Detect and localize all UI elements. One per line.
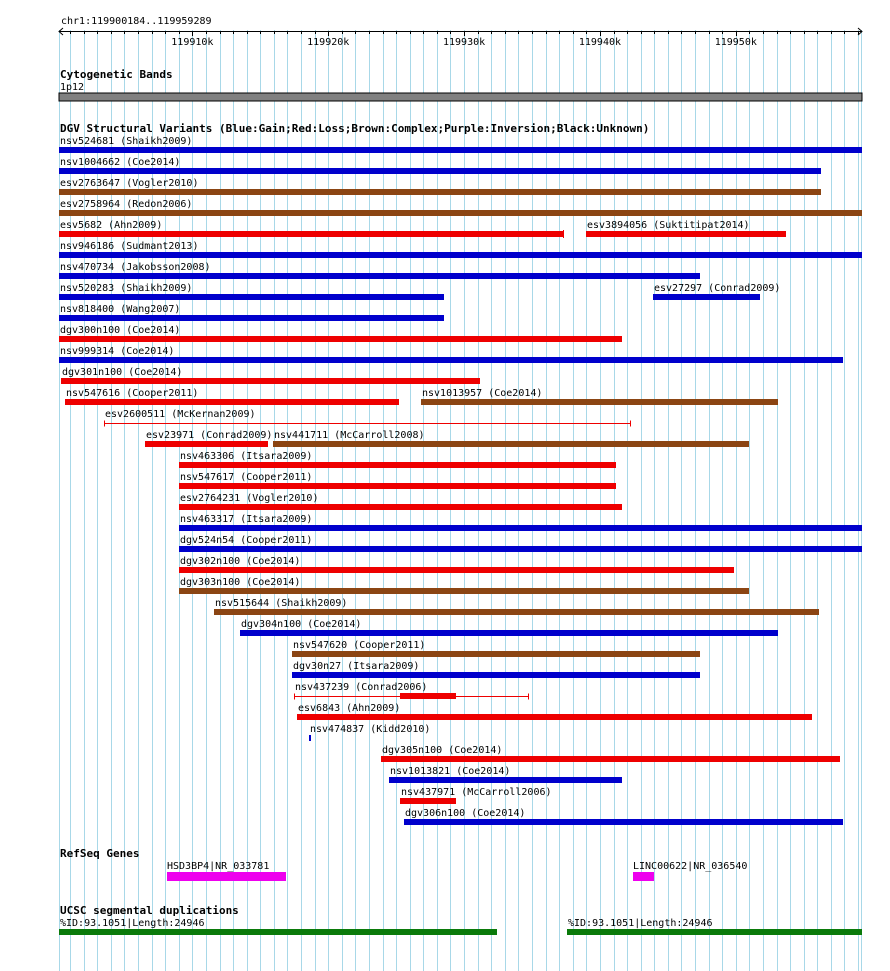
dgv-feature[interactable] [59,304,444,321]
dgv-feature-bar [59,210,862,216]
dgv-feature-label: esv6843 (Ahn2009) [298,703,401,714]
dgv-feature-bar [61,378,480,384]
dgv-feature[interactable] [104,409,631,427]
segdup-feature-label: %ID:93.1051|Length:24946 [568,918,713,929]
refseq-gene-bar [167,872,286,881]
segdup-feature-bar [567,929,862,935]
dgv-feature-label: esv2758964 (Redon2006) [60,199,193,210]
dgv-feature-bar [59,357,843,363]
dgv-feature-label: esv23971 (Conrad2009) [146,430,273,441]
dgv-feature-bar [586,231,786,237]
dgv-feature-label: nsv437971 (McCarroll2006) [401,787,552,798]
refseq-gene-label: HSD3BP4|NR_033781 [167,861,270,872]
dgv-feature-bar [59,147,862,153]
dgv-feature-bar [179,462,616,468]
dgv-feature[interactable] [179,451,616,468]
segdup-track-title: UCSC segmental duplications [60,904,239,917]
dgv-feature-label: esv2764231 (Vogler2010) [180,493,319,504]
dgv-feature-label: nsv1013821 (Coe2014) [390,766,511,777]
dgv-feature[interactable] [61,367,480,384]
ruler-tick-label: 119950k [714,37,757,48]
coordinate-label: chr1:119900184..119959289 [61,16,212,27]
dgv-feature[interactable] [240,619,778,636]
dgv-feature-label: dgv30n27 (Itsara2009) [293,661,420,672]
dgv-feature-label: nsv547620 (Cooper2011) [293,640,426,651]
refseq-gene[interactable] [633,861,747,881]
dgv-feature[interactable] [586,220,786,237]
dgv-feature[interactable] [214,598,819,615]
dgv-feature[interactable] [297,703,812,720]
dgv-feature-bar [292,651,700,657]
dgv-feature-label: nsv437239 (Conrad2006) [295,682,428,693]
dgv-feature-label: dgv524n54 (Cooper2011) [180,535,313,546]
dgv-feature[interactable] [179,514,862,531]
cytoband-label: 1p12 [60,82,85,93]
dgv-feature-bar [59,315,444,321]
dgv-feature-label: nsv515644 (Shaikh2009) [215,598,348,609]
dgv-feature-bar [179,588,749,594]
dgv-feature-label: nsv1013957 (Coe2014) [422,388,543,399]
dgv-feature-bar [292,672,700,678]
dgv-feature-label: dgv301n100 (Coe2014) [62,367,183,378]
dgv-feature-label: dgv304n100 (Coe2014) [241,619,362,630]
ruler[interactable] [59,28,862,48]
refseq-track-title: RefSeq Genes [60,847,140,860]
dgv-feature-label: nsv547617 (Cooper2011) [180,472,313,483]
dgv-feature-bar [59,273,700,279]
dgv-feature-bar [179,567,734,573]
dgv-feature-label: esv5682 (Ahn2009) [60,220,163,231]
dgv-feature[interactable] [421,388,778,405]
dgv-feature-bar [59,252,862,258]
dgv-feature-bar [273,441,749,447]
refseq-gene[interactable] [167,861,286,881]
cytoband-1p12[interactable] [59,93,862,101]
dgv-feature-label: esv3894056 (Suktitipat2014) [587,220,750,231]
dgv-feature-label: nsv524681 (Shaikh2009) [60,136,193,147]
dgv-feature[interactable] [65,388,399,405]
dgv-feature[interactable] [400,787,552,804]
dgv-feature[interactable] [294,682,529,700]
ruler-tick-label: 119930k [443,37,486,48]
segdup-track [59,918,862,935]
dgv-feature-bar [400,798,456,804]
dgv-feature-label: nsv999314 (Coe2014) [60,346,175,357]
dgv-feature-bar [214,609,819,615]
dgv-feature-bar [59,336,622,342]
dgv-feature-bar [404,819,843,825]
dgv-feature-bar [653,294,760,300]
dgv-feature-bar [59,231,563,237]
refseq-gene-bar [633,872,654,881]
dgv-feature-label: nsv818400 (Wang2007) [60,304,181,315]
dgv-feature[interactable] [179,535,862,552]
dgv-feature[interactable] [292,640,700,657]
dgv-feature[interactable] [179,493,622,510]
dgv-feature-label: esv2763647 (Vogler2010) [60,178,199,189]
dgv-feature-bar [179,483,616,489]
dgv-feature[interactable] [292,661,700,678]
dgv-feature-label: nsv547616 (Cooper2011) [66,388,199,399]
dgv-feature-label: nsv946186 (Sudmant2013) [60,241,199,252]
dgv-feature-bar [179,546,862,552]
dgv-feature-bar [297,714,812,720]
dgv-feature[interactable] [59,262,700,279]
dgv-feature-bar [421,399,778,405]
dgv-feature-bar [59,189,821,195]
segdup-feature[interactable] [59,918,497,935]
refseq-track [167,861,747,881]
dgv-feature-bar [65,399,399,405]
refseq-gene-label: LINC00622|NR_036540 [633,861,748,872]
ruler-tick-label: 119920k [307,37,350,48]
dgv-feature-bar [145,441,268,447]
dgv-feature[interactable] [179,556,734,573]
dgv-feature[interactable] [273,430,749,447]
dgv-feature[interactable] [59,325,622,342]
dgv-feature-bar [240,630,778,636]
dgv-feature-label: nsv474837 (Kidd2010) [310,724,431,735]
dgv-feature[interactable] [179,472,616,489]
dgv-feature-label: esv27297 (Conrad2009) [654,283,781,294]
segdup-feature-label: %ID:93.1051|Length:24946 [60,918,205,929]
dgv-feature[interactable] [145,430,272,447]
dgv-feature-label: nsv463306 (Itsara2009) [180,451,313,462]
dgv-feature-bar [400,693,456,699]
dgv-feature[interactable] [389,766,622,783]
dgv-feature-bar [309,735,311,741]
dgv-track-title: DGV Structural Variants (Blue:Gain;Red:Loss;Brown:Complex;Purple:Inversion;Black:Unknown) [60,122,650,135]
ruler-tick-label: 119940k [578,37,622,48]
dgv-feature-label: nsv470734 (Jakobsson2008) [60,262,211,273]
dgv-feature-label: dgv300n100 (Coe2014) [60,325,181,336]
dgv-feature-label: esv2600511 (McKernan2009) [105,409,256,420]
dgv-feature-label: nsv1004662 (Coe2014) [60,157,181,168]
dgv-feature[interactable] [59,199,862,216]
dgv-feature-label: nsv463317 (Itsara2009) [180,514,313,525]
dgv-feature[interactable] [59,283,444,300]
dgv-feature-label: dgv303n100 (Coe2014) [180,577,301,588]
dgv-feature-label: dgv305n100 (Coe2014) [382,745,503,756]
dgv-feature-bar [179,504,622,510]
segdup-feature-bar [59,929,497,935]
ruler-tick-label: 119910k [171,37,214,48]
dgv-feature[interactable] [59,157,821,174]
dgv-feature-bar [389,777,622,783]
cytoband-track-title: Cytogenetic Bands [60,68,173,81]
dgv-feature-bar [59,294,444,300]
dgv-feature[interactable] [381,745,840,762]
dgv-feature-label: dgv306n100 (Coe2014) [405,808,526,819]
dgv-feature-bar [59,168,821,174]
dgv-feature-label: dgv302n100 (Coe2014) [180,556,301,567]
dgv-feature[interactable] [59,220,564,238]
dgv-feature-label: nsv441711 (McCarroll2008) [274,430,425,441]
dgv-feature[interactable] [59,241,862,258]
dgv-feature-label: nsv520283 (Shaikh2009) [60,283,193,294]
dgv-feature[interactable] [59,178,821,195]
dgv-feature-bar [179,525,862,531]
dgv-feature[interactable] [653,283,780,300]
dgv-feature[interactable] [59,136,862,153]
dgv-feature-bar [381,756,840,762]
